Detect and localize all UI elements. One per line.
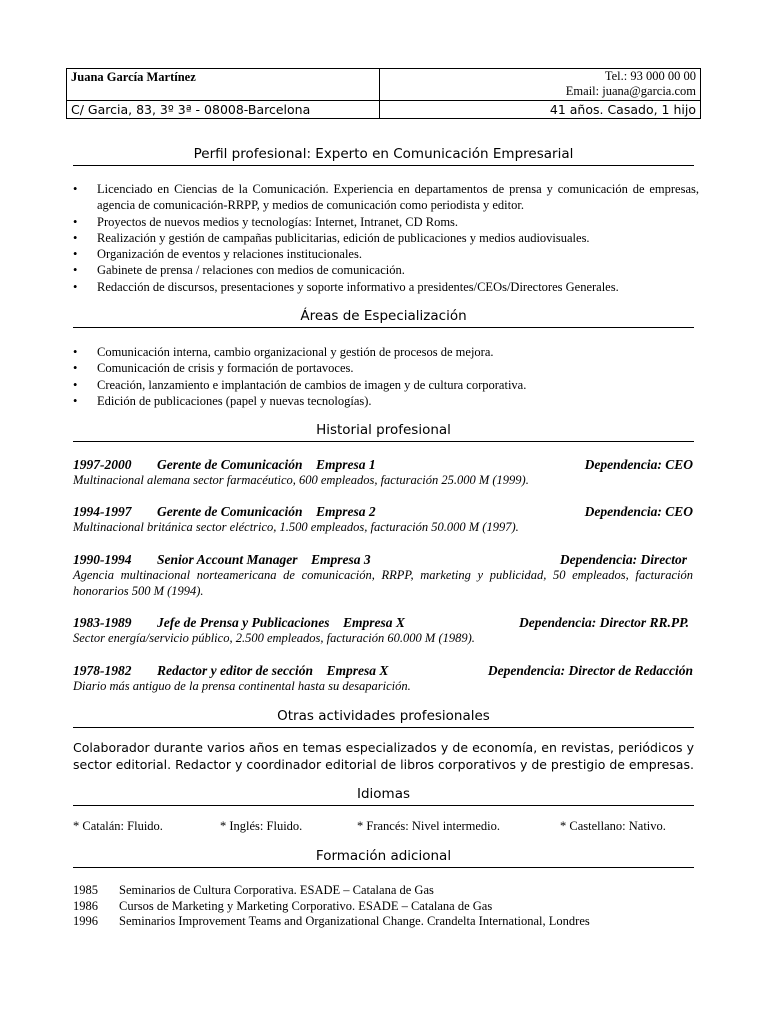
job-description: Agencia multinacional norteamericana de comunicación, RRPP, marketing y publicidad, 50 empleados, facturación honorarios 500 M (1994).	[73, 568, 693, 598]
job-dependency: Dependencia: CEO	[584, 504, 693, 519]
job-title: Gerente de Comunicación Empresa 2	[157, 504, 376, 519]
job-years: 1990-1994	[73, 552, 132, 567]
list-item: • Licenciado en Ciencias de la Comunicación. Experiencia en departamentos de prensa y comunicación de empresas, agencia de comunicación-RRPP, y medios de comunicación como periodista y editor.	[73, 181, 699, 214]
contact-row-1	[67, 69, 700, 101]
other-activities-text: Colaborador durante varios años en temas especializados y de economía, en revistas, periódicos y sector editorial. Redactor y coordinador editorial de libros corporativos y de prestigio de empresas.	[73, 740, 694, 772]
job-years: 1994-1997	[73, 504, 132, 519]
job-header	[73, 662, 693, 679]
list-item: • Comunicación interna, cambio organizacional y gestión de procesos de mejora.	[73, 344, 699, 360]
job-description: Sector energía/servicio público, 2.500 empleados, facturación 60.000 M (1989).	[73, 631, 475, 645]
section-title-profile: Perfil profesional: Experto en Comunicación Empresarial	[73, 146, 694, 166]
training-year: 1996	[73, 914, 98, 928]
job-entry	[73, 456, 693, 489]
job-header	[73, 503, 693, 520]
list-item: • Gabinete de prensa / relaciones con medios de comunicación.	[73, 262, 699, 278]
email: Email: juana@garcia.com	[565, 84, 696, 98]
list-item: • Organización de eventos y relaciones institucionales.	[73, 246, 699, 262]
section-title-training: Formación adicional	[73, 848, 694, 868]
section-title-history: Historial profesional	[73, 422, 694, 442]
section-title-languages: Idiomas	[73, 786, 694, 806]
training-text: Cursos de Marketing y Marketing Corporativo. ESADE – Catalana de Gas	[119, 898, 493, 913]
training-list	[73, 883, 590, 930]
job-entry	[73, 551, 693, 599]
job-dependency: Dependencia: Director	[559, 552, 687, 567]
name-cell	[67, 69, 380, 100]
phone: Tel.: 93 000 00 00	[604, 69, 696, 83]
list-item: • Edición de publicaciones (papel y nuevas tecnologías).	[73, 393, 699, 409]
job-dependency: Dependencia: CEO	[584, 457, 693, 472]
job-dependency: Dependencia: Director de Redacción	[487, 663, 693, 678]
section-title-areas: Áreas de Especialización	[73, 308, 694, 328]
list-item: • Redacción de discursos, presentaciones y soporte informativo a presidentes/CEOs/Directores Generales.	[73, 279, 699, 295]
job-header	[73, 614, 693, 631]
job-years: 1978-1982	[73, 663, 132, 678]
areas-list	[73, 344, 699, 409]
contact-table	[66, 68, 701, 119]
job-entry	[73, 662, 693, 695]
languages-list	[73, 819, 694, 835]
training-row	[73, 899, 590, 915]
job-description: Multinacional británica sector eléctrico, 1.500 empleados, facturación 50.000 M (1997).	[73, 520, 519, 534]
job-title: Redactor y editor de sección Empresa X	[157, 663, 389, 678]
job-years: 1997-2000	[73, 457, 132, 472]
training-row	[73, 883, 590, 899]
address: C/ Garcia, 83, 3º 3ª - 08008-Barcelona	[67, 101, 380, 118]
job-header	[73, 551, 693, 568]
language-item: * Catalán: Fluido.	[73, 819, 163, 833]
job-years: 1983-1989	[73, 615, 132, 630]
contact-row-2	[67, 101, 700, 118]
job-description: Multinacional alemana sector farmacéutico, 600 empleados, facturación 25.000 M (1999).	[73, 473, 529, 487]
language-item: * Inglés: Fluido.	[220, 819, 303, 833]
training-text: Seminarios Improvement Teams and Organizational Change. Crandelta International, Londres	[119, 914, 590, 928]
personal-info: 41 años. Casado, 1 hijo	[549, 102, 696, 117]
job-title: Senior Account Manager Empresa 3	[157, 552, 371, 567]
training-text: Seminarios de Cultura Corporativa. ESADE – Catalana de Gas	[119, 883, 434, 897]
candidate-name: Juana García Martínez	[71, 70, 196, 84]
language-item: * Francés: Nivel intermedio.	[357, 819, 501, 833]
job-entry	[73, 503, 693, 536]
training-year: 1985	[73, 883, 98, 897]
job-dependency: Dependencia: Director RR.PP.	[519, 615, 689, 630]
language-item: * Castellano: Nativo.	[560, 819, 666, 833]
training-row	[73, 914, 590, 930]
contact-cell	[380, 69, 700, 100]
training-year: 1986	[73, 898, 98, 913]
job-header	[73, 456, 693, 473]
profile-list	[73, 181, 699, 295]
job-title: Jefe de Prensa y Publicaciones Empresa X	[157, 615, 405, 630]
job-description: Diario más antiguo de la prensa continental hasta su desaparición.	[73, 679, 411, 693]
job-title: Gerente de Comunicación Empresa 1	[157, 457, 376, 472]
list-item: • Realización y gestión de campañas publicitarias, edición de publicaciones y medios audiovisuales.	[73, 230, 699, 246]
job-entry	[73, 614, 693, 647]
list-item: • Creación, lanzamiento e implantación de cambios de imagen y de cultura corporativa.	[73, 377, 699, 393]
list-item: • Proyectos de nuevos medios y tecnologías: Internet, Intranet, CD Roms.	[73, 214, 699, 230]
section-title-other: Otras actividades profesionales	[73, 708, 694, 728]
list-item: • Comunicación de crisis y formación de portavoces.	[73, 360, 699, 376]
